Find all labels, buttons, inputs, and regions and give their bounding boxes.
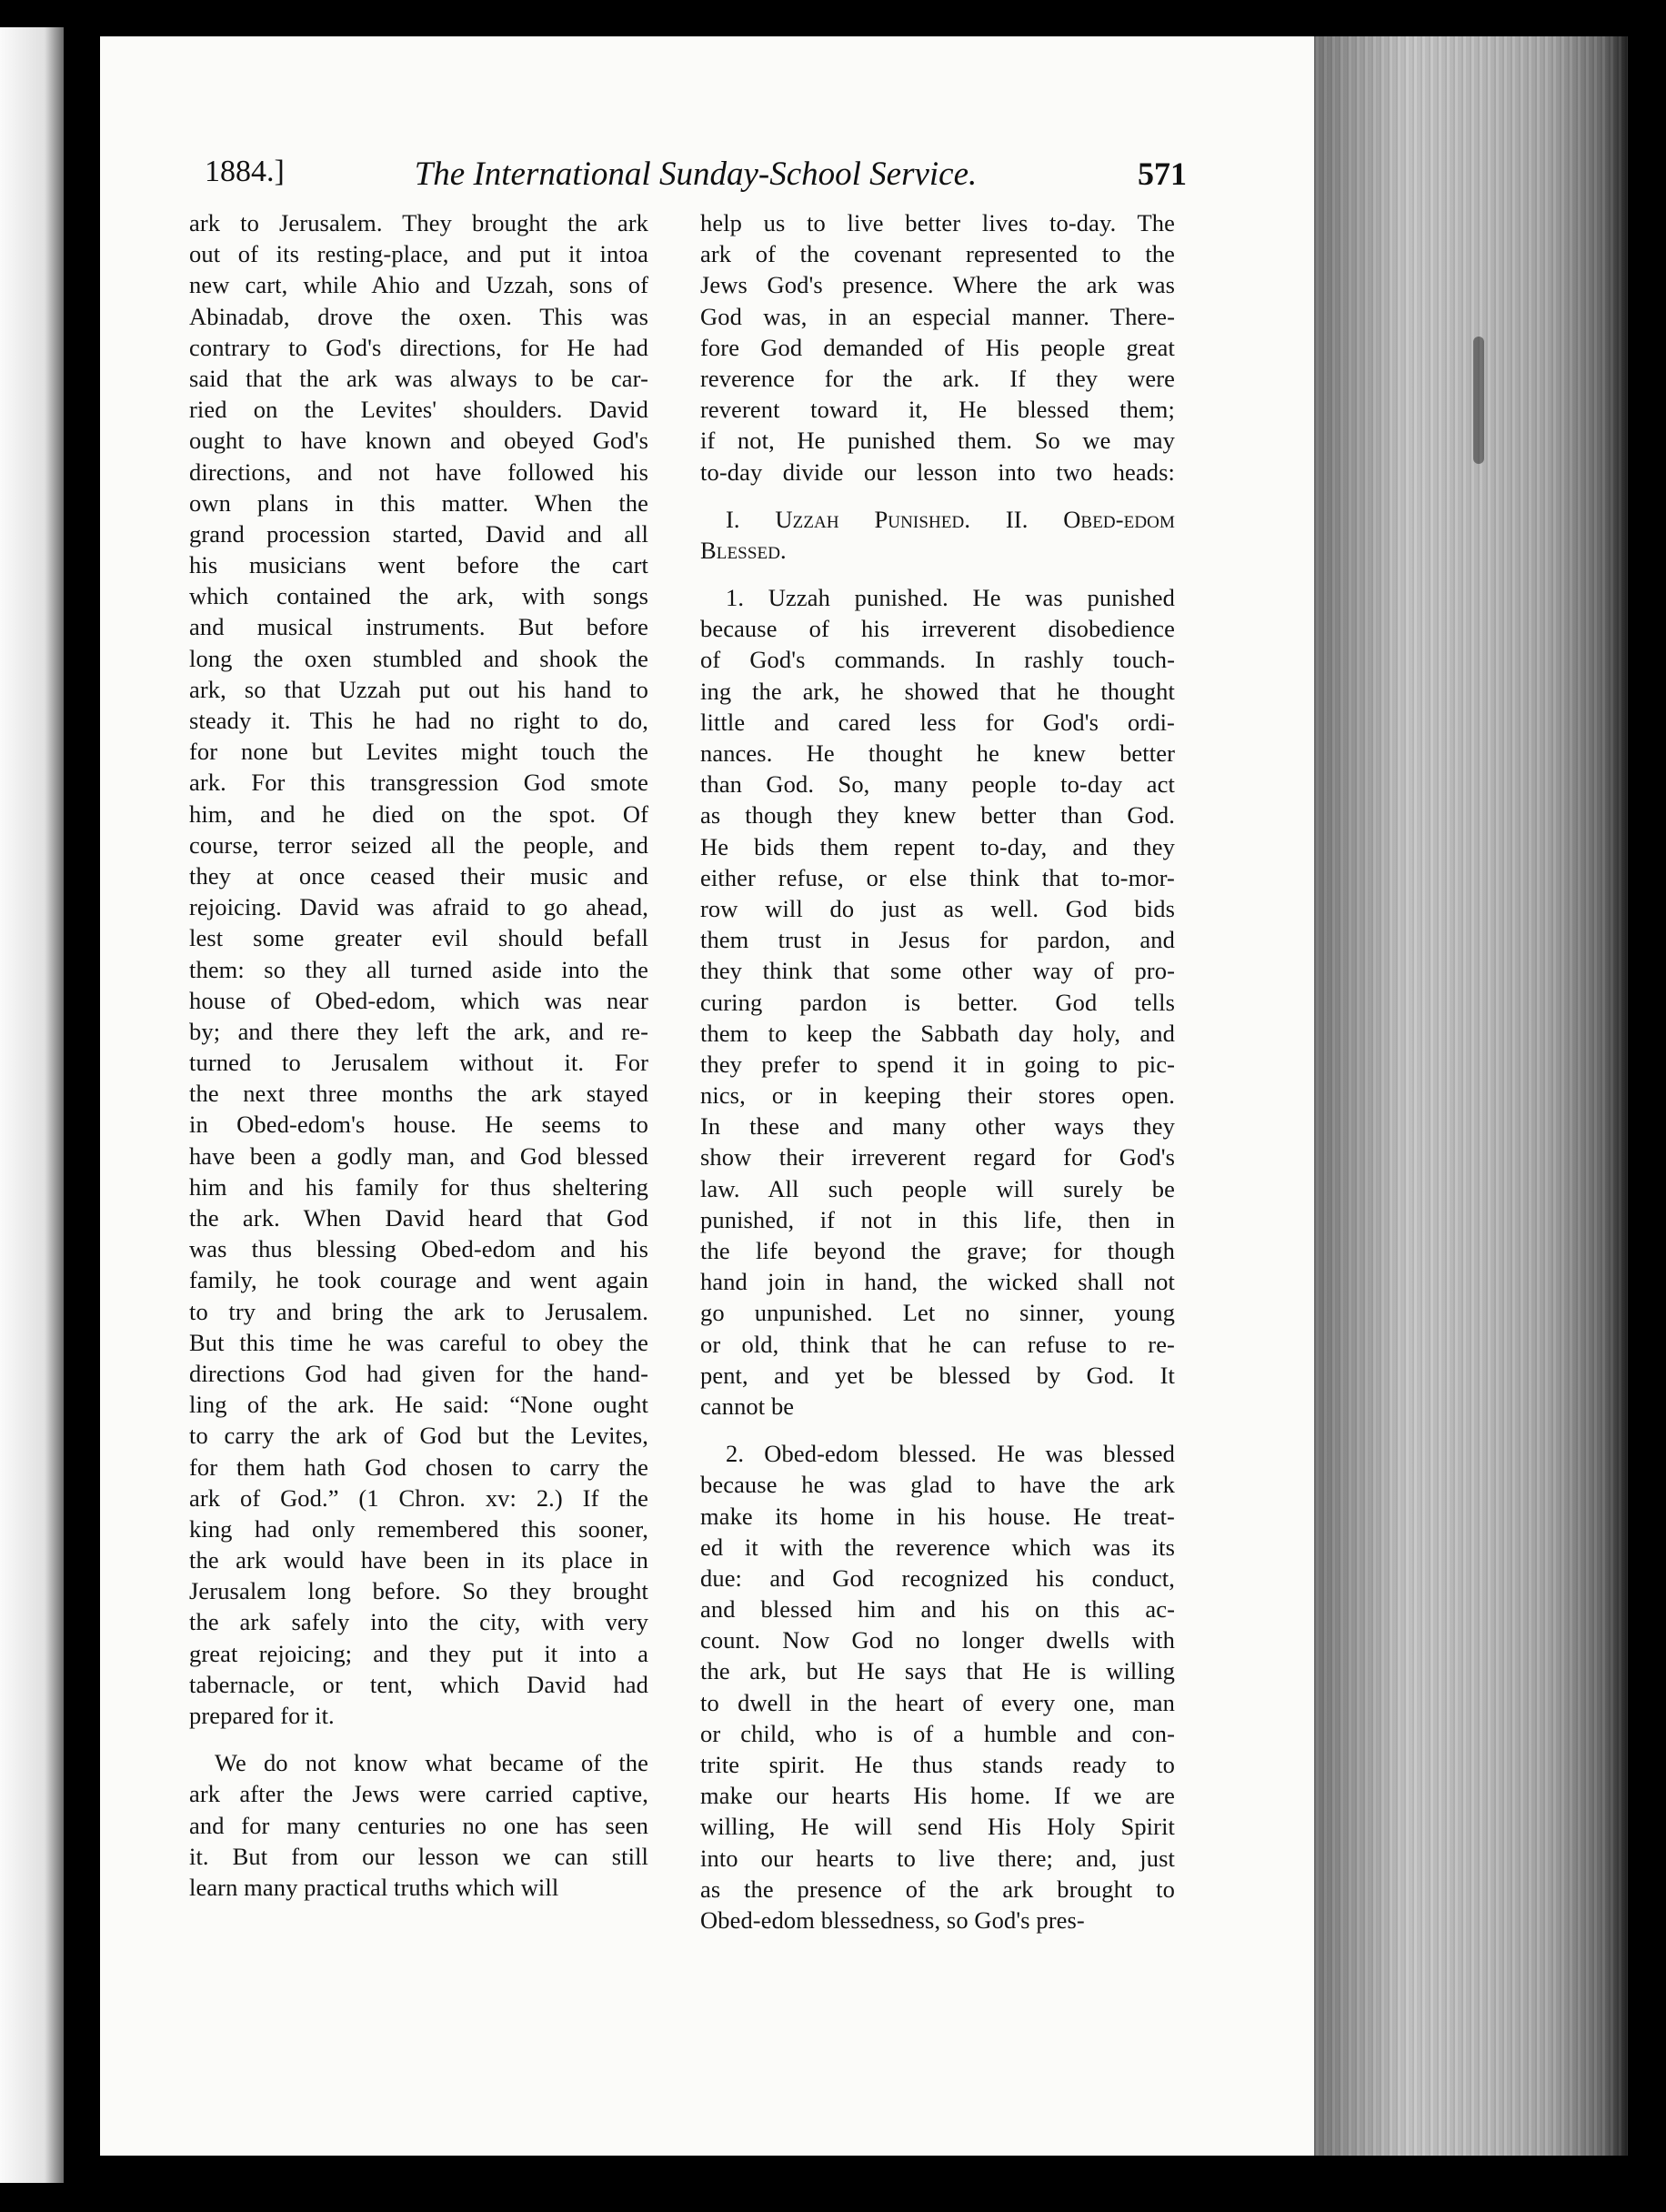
text-line: new cart, while Ahio and Uzzah, sons of [189,271,648,299]
text-line: house of Obed-edom, which was near [189,986,648,1014]
text-line: them: so they all turned aside into the [189,955,648,983]
text-line: ried on the Levites' shoulders. David [189,396,648,424]
text-line: the next three months the ark stayed [189,1080,648,1108]
header-year: 1884.] [205,155,285,188]
paragraph-gap [700,1422,1175,1438]
text-line: course, terror seized all the people, and [189,830,648,859]
text-line: they at once ceased their music and [189,861,648,890]
text-line: his musicians went before the cart [189,551,648,579]
text-line: if not, He punished them. So we may [700,427,1175,455]
text-line: ark of the covenant represented to the [700,240,1175,268]
text-line: it. But from our lesson we can still [189,1842,648,1870]
text-line: turned to Jerusalem without it. For [189,1049,648,1077]
text-line: as though they knew better than God. [700,801,1175,830]
text-line: make its home in his house. He treat- [700,1502,1175,1530]
text-line: make our hearts His home. If we are [700,1782,1175,1810]
text-line: willing, He will send His Holy Spirit [700,1813,1175,1841]
text-line: grand procession started, David and all [189,519,648,548]
text-line: them to keep the Sabbath day holy, and [700,1019,1175,1047]
text-line: into our hearts to live there; and, just [700,1844,1175,1872]
text-line: help us to live better lives to-day. The [700,209,1175,236]
text-line: they think that some other way of pro- [700,957,1175,985]
text-line: Jerusalem long before. So they brought [189,1577,648,1605]
text-line: nances. He thought he knew better [700,739,1175,767]
text-line: was thus blessing Obed-edom and his [189,1235,648,1263]
text-line: steady it. This he had no right to do, [189,707,648,734]
text-line: to dwell in the heart of every one, man [700,1688,1175,1716]
edge-smudge [1473,337,1484,464]
text-line: rejoicing. David was afraid to go ahead, [189,893,648,921]
text-line: and blessed him and his on this ac- [700,1595,1175,1624]
text-line: ing the ark, he showed that he thought [700,677,1175,705]
text-line: prepared for it. [189,1702,335,1729]
text-line: long the oxen stumbled and shook the [189,644,648,672]
text-line: by; and there they left the ark, and re- [189,1017,648,1045]
text-line: great rejoicing; and they put it into a [189,1639,648,1667]
text-line: to carry the ark of God but the Levites, [189,1422,648,1450]
text-line: nics, or in keeping their stores open. [700,1081,1175,1110]
text-line: Blessed. [700,536,787,564]
text-line: the life beyond the grave; for though [700,1237,1175,1264]
text-line: of God's commands. In rashly touch- [700,646,1175,674]
text-line: little and cared less for God's ordi- [700,708,1175,736]
text-line: Jews God's presence. Where the ark was [700,271,1175,299]
text-line: as the presence of the ark brought to [700,1875,1175,1903]
text-line: the ark would have been in its place in [189,1546,648,1574]
text-line: count. Now God no longer dwells with [700,1626,1175,1654]
text-line: him, and he died on the spot. Of [189,799,648,828]
text-line: go unpunished. Let no sinner, young [700,1299,1175,1327]
text-line: ling of the ark. He said: “None ought [189,1391,648,1419]
text-line: In these and many other ways they [700,1112,1175,1141]
text-line: or child, who is of a humble and con- [700,1719,1175,1747]
text-line: row will do just as well. God bids [700,894,1175,922]
text-line: and for many centuries no one has seen [189,1811,648,1839]
text-line: or old, think that he can refuse to re- [700,1330,1175,1358]
text-line: contrary to God's directions, for He had [189,333,648,361]
text-line: in Obed-edom's house. He seems to [189,1111,648,1139]
text-line: directions, and not have followed his [189,457,648,486]
right-text-column [700,207,1175,1936]
text-line: said that the ark was always to be car- [189,364,648,392]
page-number: 571 [1138,156,1187,192]
paragraph-gap [700,566,1175,582]
text-line: reverence for the ark. If they were [700,364,1175,392]
text-line: either refuse, or else think that to-mor- [700,863,1175,891]
text-line: because of his irreverent disobedience [700,615,1175,643]
text-line: show their irreverent regard for God's [700,1143,1175,1171]
text-line: learn many practical truths which will [189,1873,559,1901]
text-line: which contained the ark, with songs [189,582,648,610]
paragraph-gap [700,488,1175,504]
text-line: the ark safely into the city, with very [189,1608,648,1636]
text-line: ark after the Jews were carried captive, [189,1780,648,1808]
text-line: Abinadab, drove the oxen. This was [189,302,648,330]
text-line: them trust in Jesus for pardon, and [700,926,1175,954]
header-title: The International Sunday-School Service. [414,156,978,193]
text-line: the ark. When David heard that God [189,1204,648,1232]
text-line: fore God demanded of His people great [700,333,1175,361]
text-line: God was, in an especial manner. There- [700,302,1175,330]
text-line: curing pardon is better. God tells [700,988,1175,1016]
text-line: for them hath God chosen to carry the [189,1453,648,1481]
text-line: tabernacle, or tent, which David had [189,1670,648,1698]
text-line: own plans in this matter. When the [189,488,648,517]
text-line: have been a godly man, and God blessed [189,1141,648,1170]
text-line: I. Uzzah Punished. II. Obed-edom [726,505,1175,533]
text-line: family, he took courage and went again [189,1266,648,1294]
text-line: and musical instruments. But before [189,613,648,641]
text-line: king had only remembered this sooner, [189,1514,648,1543]
text-line: 2. Obed-edom blessed. He was blessed [726,1440,1175,1468]
text-line: to try and bring the ark to Jerusalem. [189,1297,648,1325]
paragraph-gap [189,1731,648,1747]
text-line: due: and God recognized his conduct, [700,1563,1175,1592]
text-line: punished, if not in this life, then in [700,1205,1175,1233]
left-text-column [189,207,648,1903]
page-block-edge [1314,36,1628,2156]
text-line: ark of God.” (1 Chron. xv: 2.) If the [189,1483,648,1512]
text-line: to-day divide our lesson into two heads: [700,457,1175,486]
facing-page-edge [0,27,64,2183]
text-line: him and his family for thus sheltering [189,1172,648,1201]
text-line: 1. Uzzah punished. He was punished [726,584,1175,612]
text-line: than God. So, many people to-day act [700,770,1175,799]
text-line: they prefer to spend it in going to pic- [700,1050,1175,1078]
text-line: lest some greater evil should befall [189,924,648,952]
text-line: law. All such people will surely be [700,1174,1175,1202]
text-line: directions God had given for the hand- [189,1359,648,1387]
text-line: Obed-edom blessedness, so God's pres- [700,1905,1085,1934]
text-line: ark to Jerusalem. They brought the ark [189,209,648,236]
text-line: for none but Levites might touch the [189,738,648,766]
text-line: ark, so that Uzzah put out his hand to [189,675,648,703]
text-line: hand join in hand, the wicked shall not [700,1268,1175,1296]
text-line: reverent toward it, He blessed them; [700,396,1175,424]
text-line: He bids them repent to-day, and they [700,832,1175,860]
text-line: But this time he was careful to obey the [189,1328,648,1356]
text-line: trite spirit. He thus stands ready to [700,1751,1175,1778]
text-line: cannot be [700,1392,795,1420]
text-line: We do not know what became of the [215,1749,648,1777]
text-line: the ark, but He says that He is willing [700,1657,1175,1685]
text-line: ark. For this transgression God smote [189,769,648,797]
text-line: pent, and yet be blessed by God. It [700,1361,1175,1389]
text-line: ed it with the reverence which was its [700,1533,1175,1561]
text-line: because he was glad to have the ark [700,1471,1175,1499]
text-line: out of its resting-place, and put it intoa [189,240,648,268]
text-line: ought to have known and obeyed God's [189,427,648,455]
